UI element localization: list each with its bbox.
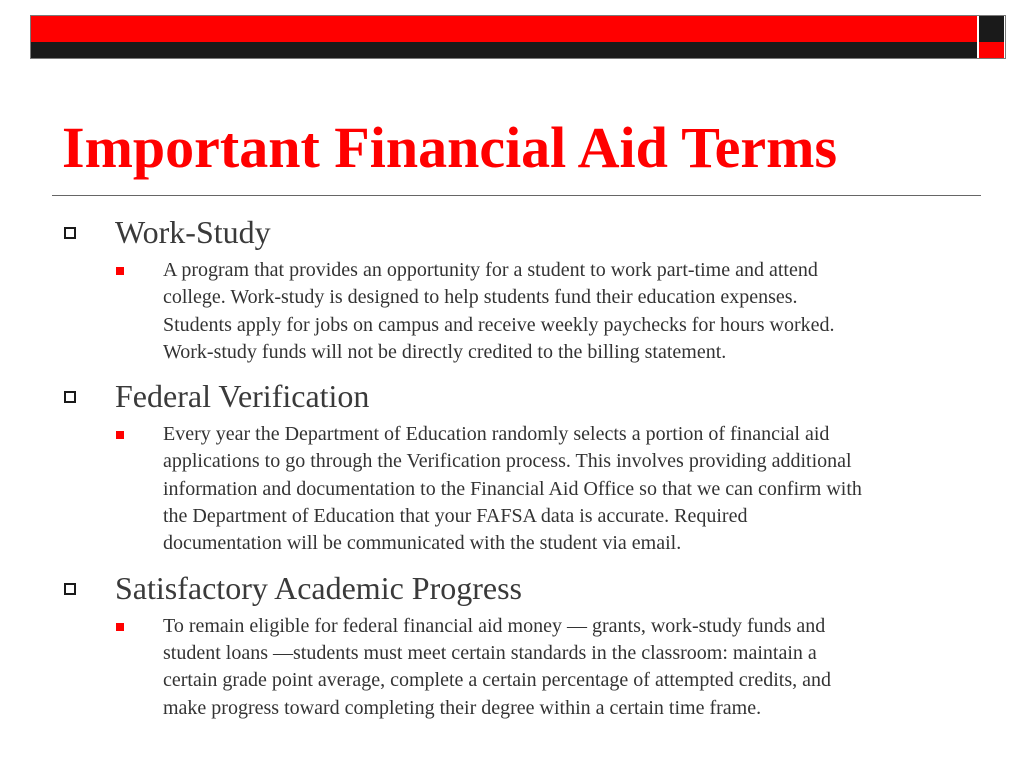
body-line: college. Work-study is designed to help students fund their education expenses.	[163, 286, 798, 309]
body-line: documentation will be communicated with the student via email.	[163, 532, 682, 555]
body-line: applications to go through the Verification process. This involves providing additional	[163, 450, 852, 473]
slide-title: Important Financial Aid Terms	[62, 115, 838, 180]
red-square-bullet-icon	[116, 431, 124, 439]
hollow-square-bullet-icon	[64, 227, 76, 239]
title-divider	[52, 195, 981, 196]
sub-bullet	[0, 613, 963, 722]
body-line: information and documentation to the Financial Aid Office so that we can confirm with	[163, 477, 862, 500]
header-red-bar	[31, 16, 977, 42]
red-square-bullet-icon	[116, 623, 124, 631]
section-satisfactory-academic-progress	[0, 566, 1024, 722]
body-line: student loans —students must meet certain standards in the classroom: maintain a	[163, 641, 817, 664]
bullet-heading	[0, 374, 1024, 418]
heading-text: Satisfactory Academic Progress	[115, 569, 522, 606]
section-federal-verification	[0, 374, 1024, 557]
heading-text: Federal Verification	[115, 378, 370, 415]
red-square-bullet-icon	[116, 267, 124, 275]
slide-body	[0, 210, 1024, 730]
header-red-square	[979, 42, 1004, 58]
body-line: Students apply for jobs on campus and receive weekly paychecks for hours worked.	[163, 313, 835, 336]
sub-bullet	[0, 421, 963, 557]
header-black-square	[979, 16, 1004, 42]
section-work-study	[0, 210, 1024, 366]
bullet-heading	[0, 566, 1024, 610]
hollow-square-bullet-icon	[64, 391, 76, 403]
hollow-square-bullet-icon	[64, 583, 76, 595]
body-line: To remain eligible for federal financial aid money — grants, work-study funds and	[163, 614, 826, 637]
body-line: certain grade point average, complete a certain percentage of attempted credits, and	[163, 669, 831, 692]
body-line: Work-study funds will not be directly credited to the billing statement.	[163, 340, 727, 363]
body-line: make progress toward completing their degree within a certain time frame.	[163, 696, 762, 719]
bullet-heading	[0, 210, 1024, 254]
sub-bullet	[0, 257, 963, 366]
body-line: the Department of Education that your FAFSA data is accurate. Required	[163, 505, 748, 528]
heading-text: Work-Study	[115, 214, 271, 250]
header-black-bar	[31, 42, 977, 58]
body-line: A program that provides an opportunity for a student to work part-time and attend	[163, 259, 818, 281]
body-line: Every year the Department of Education randomly selects a portion of financial aid	[163, 423, 830, 446]
